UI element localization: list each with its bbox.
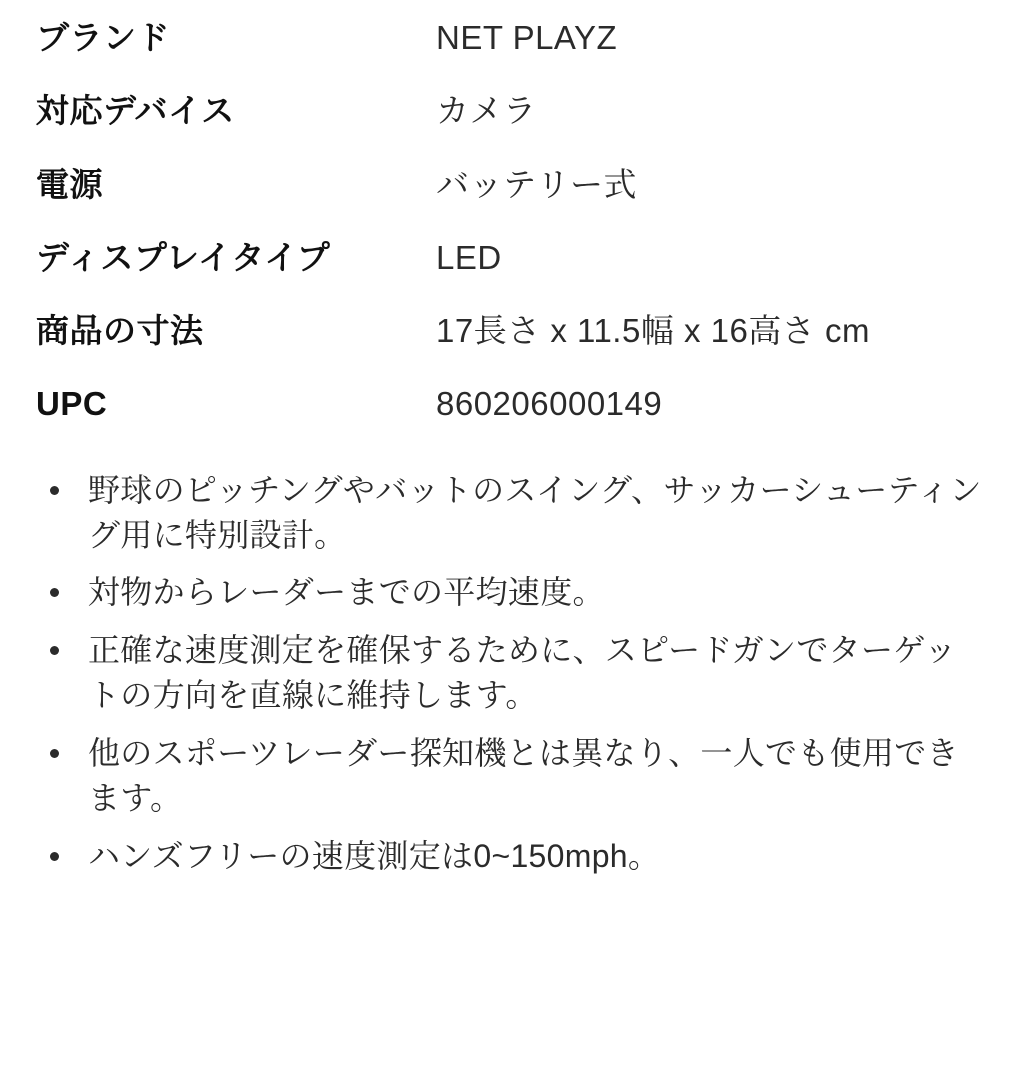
spec-key: ブランド — [36, 19, 170, 56]
table-row — [36, 384, 983, 457]
list-item — [36, 468, 983, 559]
list-item-label: ハンズフリーの速度測定は0~150mph。 — [88, 837, 661, 874]
table-row — [36, 165, 983, 238]
list-item-label: 正確な速度測定を確保するために、スピードガンでターゲットの方向を直線に維持します。 — [88, 631, 957, 714]
spec-value: LED — [436, 238, 502, 276]
spec-key: ディスプレイタイプ — [36, 238, 331, 276]
list-item-label: 野球のピッチングやバットのスイング、サッカーシューティング用に特別設計。 — [88, 471, 982, 553]
bullet-icon — [50, 588, 59, 597]
list-item-label: 他のスポーツレーダー探知機とは異なり、一人でも使用できます。 — [88, 734, 959, 817]
table-row — [36, 18, 983, 91]
bullet-icon — [50, 852, 59, 861]
bullet-icon — [50, 646, 59, 655]
list-item — [36, 834, 983, 879]
list-item-label: 対物からレーダーまでの平均速度。 — [88, 574, 605, 611]
spec-table-body — [36, 18, 983, 458]
product-spec-table — [36, 18, 983, 458]
bullet-icon — [50, 749, 59, 758]
spec-value: バッテリー式 — [436, 165, 637, 203]
list-item — [36, 731, 983, 822]
feature-bullet-list — [36, 468, 983, 880]
spec-value: カメラ — [436, 92, 537, 130]
spec-value: 17長さ x 11.5幅 x 16高さ cm — [436, 312, 871, 349]
list-item — [36, 628, 983, 719]
bullet-icon — [50, 486, 59, 495]
spec-key: 対応デバイス — [36, 92, 235, 130]
list-item — [36, 570, 983, 615]
table-row — [36, 91, 983, 164]
spec-key: 電源 — [36, 165, 103, 203]
table-row — [36, 311, 983, 384]
spec-value: 860206000149 — [436, 385, 663, 423]
table-row — [36, 238, 983, 311]
spec-value: NET PLAYZ — [436, 19, 618, 56]
spec-key: 商品の寸法 — [36, 312, 204, 349]
spec-key: UPC — [36, 385, 108, 423]
